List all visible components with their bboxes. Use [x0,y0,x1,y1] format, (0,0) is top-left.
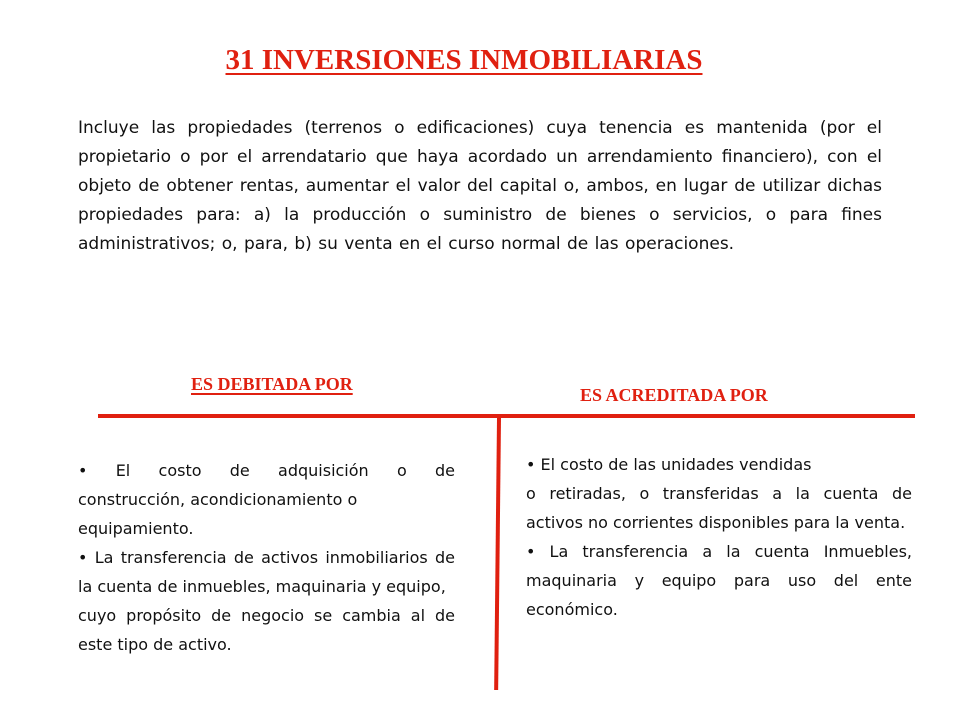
debit-item-line: • El costo de adquisición o de [78,461,455,480]
page-title: 31 INVERSIONES INMOBILIARIAS [225,44,703,76]
debit-item-line: • La transferencia de activos inmobiliarios de la cuenta de inmuebles, maquinaria y equipo, [78,548,455,596]
intro-paragraph: Incluye las propiedades (terrenos o edificaciones) cuya tenencia es mantenida (por el propietario o por el arrendatario que haya acordado un arrendamiento financiero), con el objeto de obtener rentas, aumentar el valor del capital o, ambos, en lugar de utilizar dichas propiedades para: a) la producción o suministro de bienes o servicios, o para fines administrativos; o, para, b) su venta en el curso normal de las operaciones. [78,118,882,254]
debit-heading: ES DEBITADA POR [191,374,353,394]
credit-list [526,450,912,624]
credit-heading: ES ACREDITADA POR [580,385,768,405]
credit-item-line: o retiradas, o transferidas a la cuenta de activos no corrientes disponibles para la venta. [526,484,912,532]
credit-item-line: • La transferencia a la cuenta Inmuebles, maquinaria y equipo para uso del ente económico. [526,542,912,619]
t-account-horizontal-line [98,414,915,418]
debit-item-line: equipamiento. [78,519,194,538]
credit-item-line: • El costo de las unidades vendidas [526,455,812,474]
debit-list [78,456,455,659]
t-account-vertical-line [494,418,501,690]
debit-item-line: cuyo propósito de negocio se cambia al de este tipo de activo. [78,606,455,654]
debit-item-line: construcción, acondicionamiento o [78,490,358,509]
